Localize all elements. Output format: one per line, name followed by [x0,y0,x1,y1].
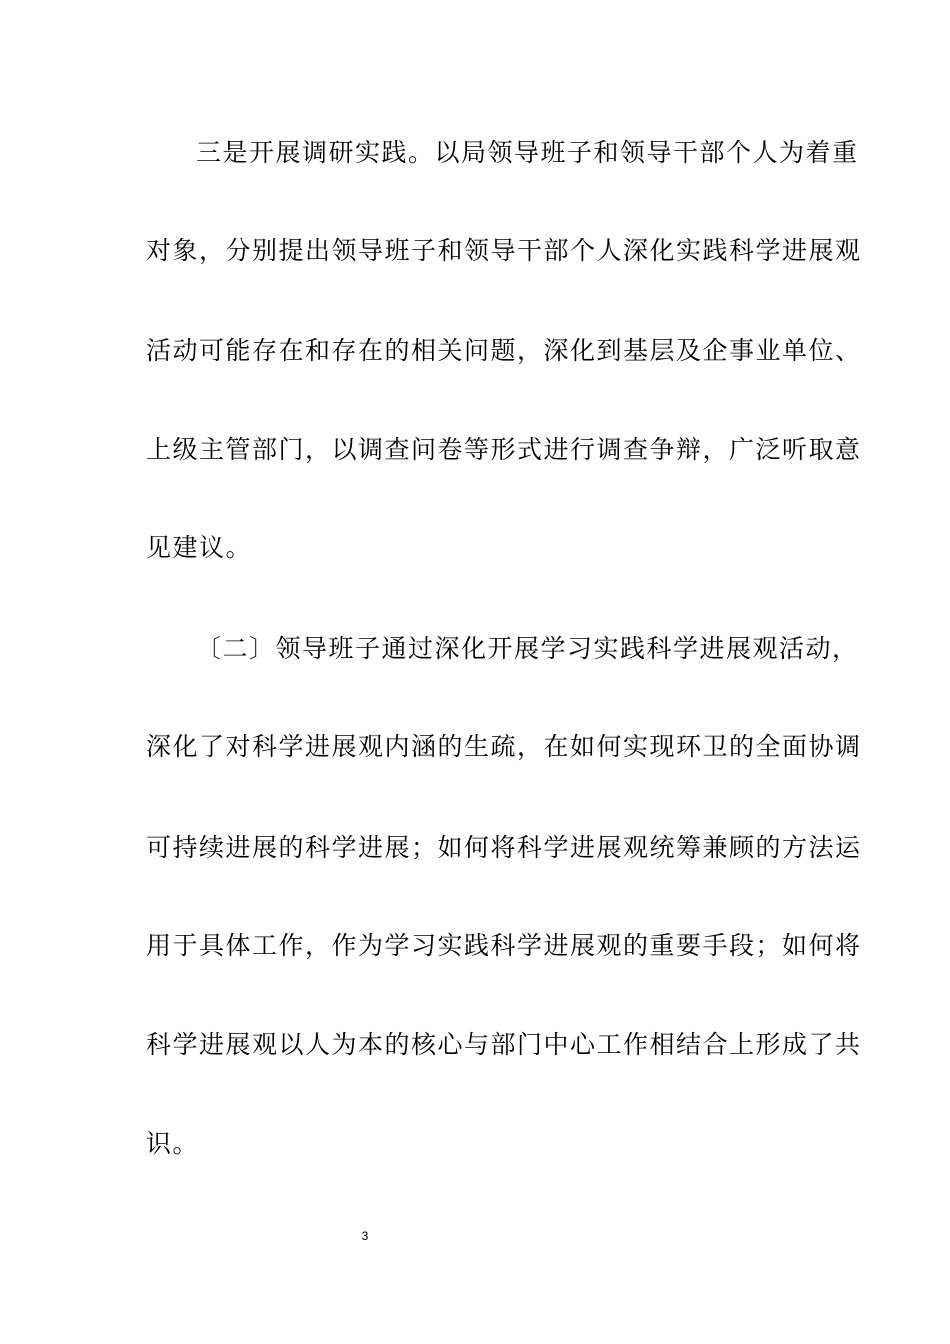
paragraph-1-line-5: 见建议。 [146,533,253,562]
paragraph-1-line-3: 活动可能存在和存在的相关问题，深化到基层及企事业单位、 [146,336,862,365]
paragraph-2-line-2: 深化了对科学进展观内涵的生疏，在如何实现环卫的全面协调 [146,732,862,761]
paragraph-1-line-4: 上级主管部门，以调查问卷等形式进行调查争辩，广泛听取意 [146,435,862,464]
page-number: 3 [361,1229,369,1243]
paragraph-2-line-3: 可持续进展的科学进展；如何将科学进展观统筹兼顾的方法运 [146,833,862,862]
paragraph-1-line-1: 三是开展调研实践。以局领导班子和领导干部个人为着重 [196,138,859,167]
paragraph-1-line-2: 对象，分别提出领导班子和领导干部个人深化实践科学进展观 [146,236,862,265]
paragraph-2-line-1: 〔二〕领导班子通过深化开展学习实践科学进展观活动， [196,634,859,663]
paragraph-2-line-4: 用于具体工作，作为学习实践科学进展观的重要手段；如何将 [146,931,862,960]
paragraph-2-line-5: 科学进展观以人为本的核心与部门中心工作相结合上形成了共 [146,1030,862,1059]
paragraph-2-line-6: 识。 [146,1129,200,1158]
